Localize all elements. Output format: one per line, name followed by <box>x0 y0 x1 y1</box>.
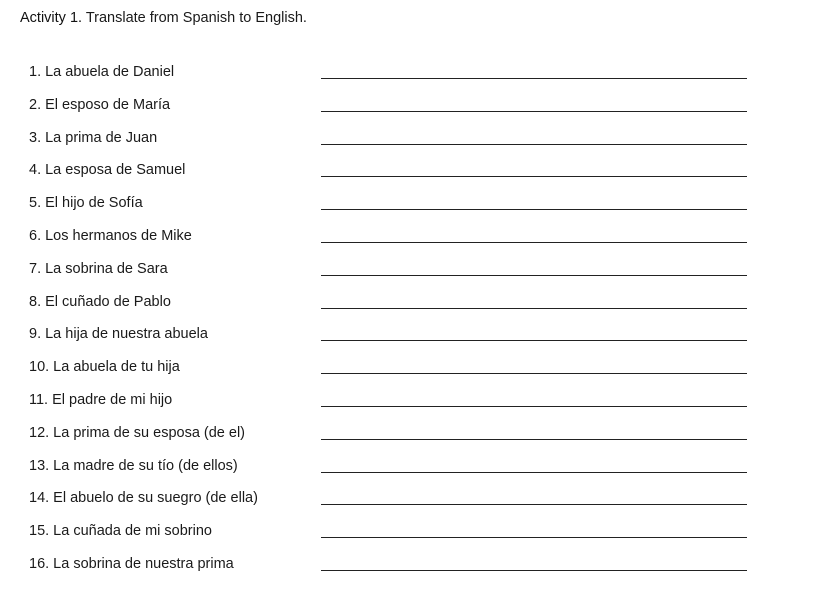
activity-instruction: Translate from Spanish to English. <box>85 10 307 26</box>
item-prompt: 14. El abuelo de su suegro (de ella) <box>29 490 258 507</box>
list-item <box>0 224 821 257</box>
activity-heading <box>20 8 307 28</box>
item-prompt: 10. La abuela de tu hija <box>29 359 180 376</box>
activity-label: Activity 1. <box>20 10 83 26</box>
item-prompt: 7. La sobrina de Sara <box>29 260 168 277</box>
item-prompt: 15. La cuñada de mi sobrino <box>29 523 212 540</box>
answer-field[interactable] <box>321 537 747 538</box>
list-item <box>0 93 821 126</box>
item-prompt: 2. El esposo de María <box>29 96 171 113</box>
answer-field[interactable] <box>321 308 747 309</box>
item-prompt: 4. La esposa de Samuel <box>29 162 186 179</box>
item-prompt: 9. La hija de nuestra abuela <box>29 326 208 343</box>
list-item <box>0 60 821 93</box>
list-item <box>0 388 821 421</box>
item-prompt: 3. La prima de Juan <box>29 129 158 146</box>
answer-field[interactable] <box>321 504 747 505</box>
item-prompt: 1. La abuela de Daniel <box>29 64 175 80</box>
item-prompt: 13. La madre de su tío (de ellos) <box>29 457 238 474</box>
answer-field[interactable] <box>321 439 747 440</box>
item-prompt: 8. El cuñado de Pablo <box>29 293 171 310</box>
answer-field[interactable] <box>321 176 747 177</box>
list-item <box>0 486 821 519</box>
answer-field[interactable] <box>321 78 747 79</box>
list-item <box>0 290 821 323</box>
item-prompt: 6. Los hermanos de Mike <box>29 227 192 244</box>
list-item <box>0 552 821 585</box>
list-item <box>0 421 821 454</box>
answer-field[interactable] <box>321 340 747 341</box>
answer-field[interactable] <box>321 373 747 374</box>
item-prompt: 16. La sobrina de nuestra prima <box>29 555 234 572</box>
item-prompt: 12. La prima de su esposa (de el) <box>29 424 246 441</box>
list-item <box>0 322 821 355</box>
answer-field[interactable] <box>321 472 747 473</box>
item-prompt: 11. El padre de mi hijo <box>29 391 173 408</box>
answer-field[interactable] <box>321 242 747 243</box>
list-item <box>0 126 821 159</box>
list-item <box>0 355 821 388</box>
answer-field[interactable] <box>321 209 747 210</box>
list-item <box>0 519 821 552</box>
answer-field[interactable] <box>321 406 747 407</box>
answer-field[interactable] <box>321 275 747 276</box>
item-prompt: 5. El hijo de Sofía <box>29 195 143 212</box>
list-item <box>0 158 821 191</box>
answer-field[interactable] <box>321 570 747 571</box>
list-item <box>0 191 821 224</box>
list-item <box>0 257 821 290</box>
answer-field[interactable] <box>321 111 747 112</box>
answer-field[interactable] <box>321 144 747 145</box>
translation-list <box>0 60 821 585</box>
list-item <box>0 454 821 487</box>
